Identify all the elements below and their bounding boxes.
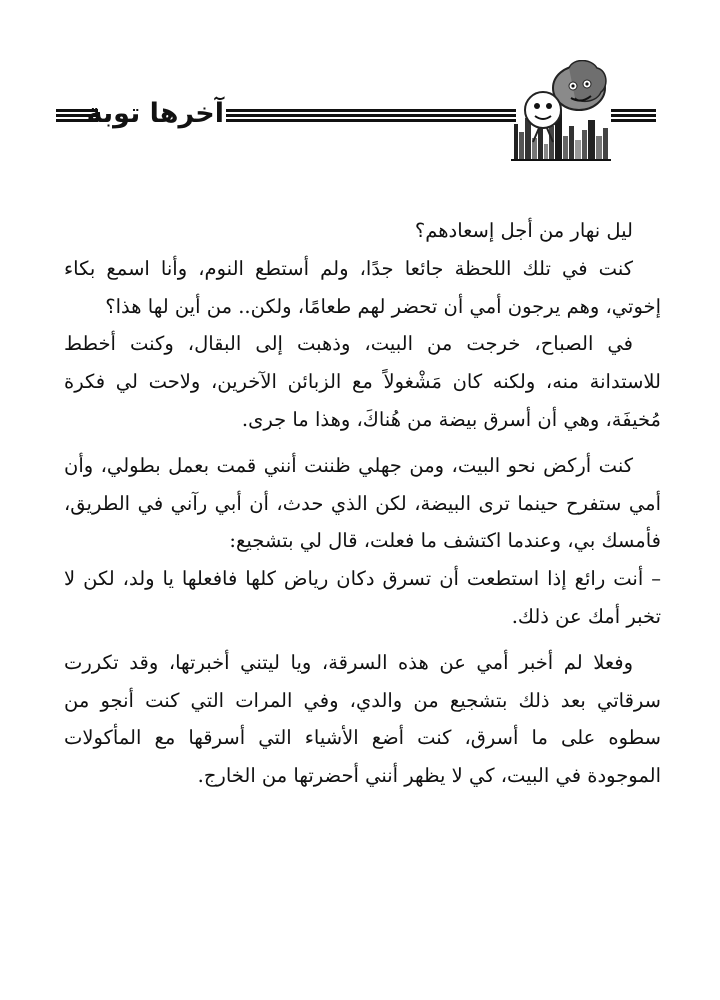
city-moon-illustration <box>511 60 611 162</box>
paragraph: ليل نهار من أجل إسعادهم؟ <box>414 219 633 242</box>
paragraph: – أنت رائع إذا استطعت أن تسرق دكان رياض كلها فافعلها يا ولد، لكن لا تخبر أمك عن ذلك. <box>64 567 661 628</box>
header-rule-right <box>611 109 656 122</box>
chapter-title: آخرها توبة <box>86 98 224 129</box>
header-rule-middle <box>226 109 516 122</box>
body-text <box>64 212 661 795</box>
chapter-header <box>56 60 664 165</box>
paragraph: كنت في تلك اللحظة جائعا جدًا، ولم أستطع النوم، وأنا اسمع بكاء إخوتي، وهم يرجون أمي أن تحضر لهم طعامًا، ولكن.. من أين لها هذا؟ <box>64 256 661 318</box>
paragraph: في الصباح، خرجت من البيت، وذهبت إلى البقال، وكنت أخطط للاستدانة منه، ولكنه كان مَشْغولاً مع الزبائن الآخرين، ولاحت لي فكرة مُخيفَة، وهي أن أسرق بيضة من هُناكَ، وهذا ما جرى. <box>64 332 661 431</box>
paragraph: وفعلا لم أخبر أمي عن هذه السرقة، ويا ليتني أخبرتها، وقد تكررت سرقاتي بعد ذلك بتشجيع من والدي، وفي المرات التي كنت أنجو من سطوه على ما أسرق، كنت أضع الأشياء التي أسرقها مع المأكولات الموجودة في البيت، كي لا يظهر أنني أحضرتها من الخارج. <box>64 650 661 788</box>
paragraph: كنت أركض نحو البيت، ومن جهلي ظننت أنني قمت بعمل بطولي، وأن أمي ستفرح حينما ترى البيضة، لكن الذي حدث، أن أبي رآني في الطريق، فأمسك بي، وعندما اكتشف ما فعلت، قال لي بتشجيع: <box>64 453 661 553</box>
